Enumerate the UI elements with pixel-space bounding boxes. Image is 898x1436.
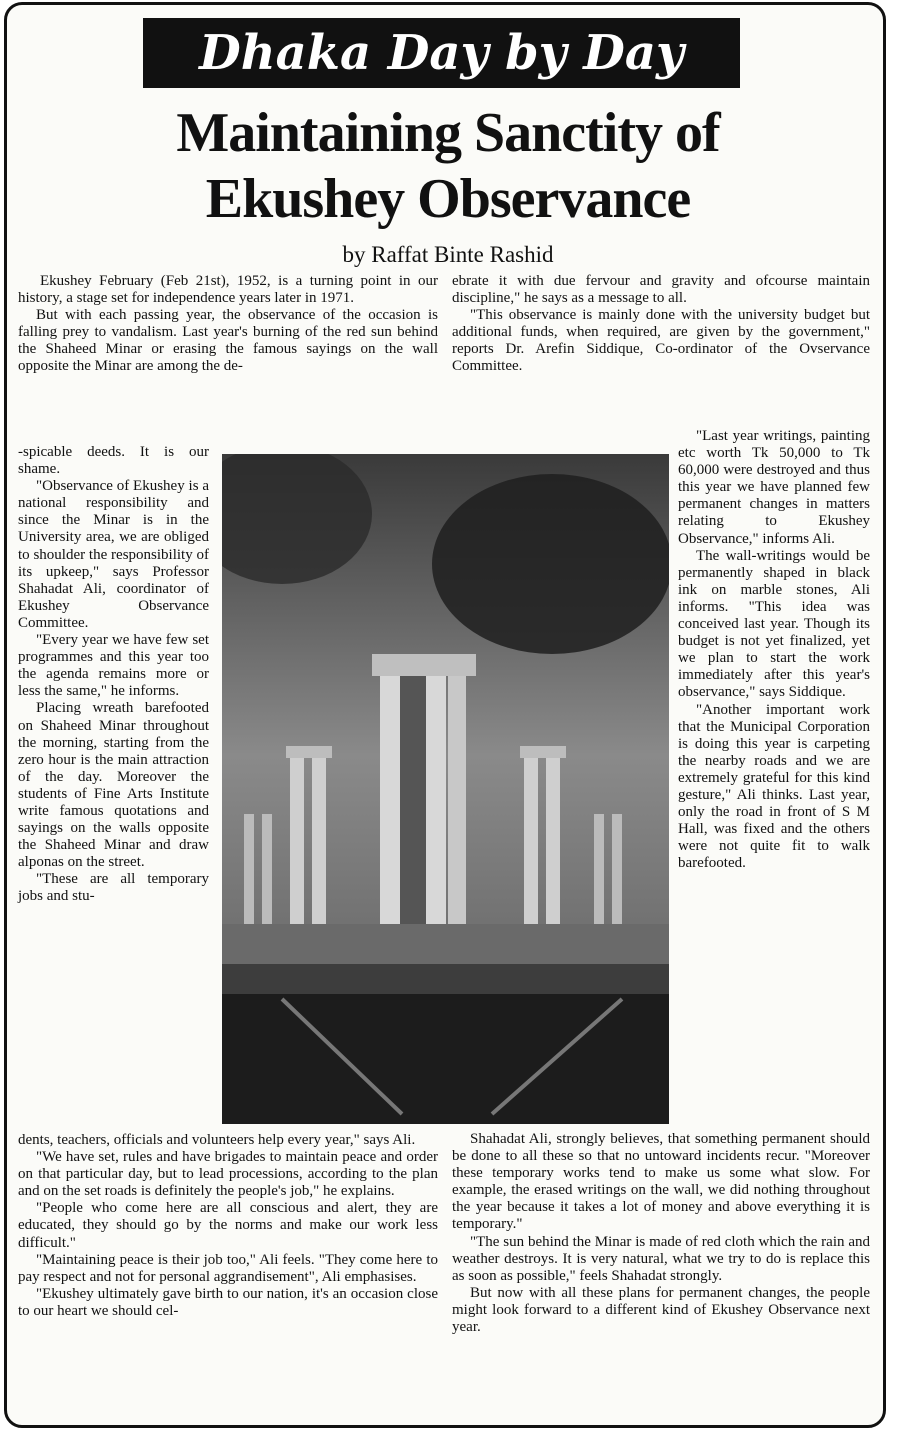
- paragraph: "Maintaining peace is their job too," Ali feels. "They come here to pay respect and not for personal aggrandisement", Ali emphasises.: [18, 1251, 438, 1285]
- paragraph: Placing wreath barefooted on Shaheed Minar throughout the morning, starting from the zero hour is the main attraction of the day. Moreover the students of Fine Arts Institute write famous quotations and sayings on the walls opposite the Shaheed Minar and draw alponas on the street.: [18, 700, 209, 871]
- column2-bottom: [452, 1131, 870, 1336]
- byline: by Raffat Binte Rashid: [342, 242, 554, 267]
- paragraph: "This observance is mainly done with the university budget but additional funds, when required, are given by the government," reports Dr. Arefin Siddique, Co-ordinator of the Ovservance Committee.: [452, 307, 870, 375]
- section-banner: Dhaka Day by Day: [143, 18, 740, 88]
- paragraph: "These are all temporary jobs and stu-: [18, 871, 209, 905]
- paragraph: "Another important work that the Municipal Corporation is doing this year is carpeting the nearby roads and we are extremely grateful for this kind gesture," Ali thinks. Last year, only the road in front of S M Hall, was fixed and the others were not quite fit to walk barefooted.: [678, 701, 870, 872]
- column2-narrow: [678, 428, 870, 872]
- shaheed-minar-photo: [222, 454, 669, 1124]
- column1-bottom: [18, 1132, 438, 1320]
- paragraph: "Last year writings, painting etc worth Tk 50,000 to Tk 60,000 were destroyed and thus this year we have planned few permanent changes in matters relating to Ekushey Observance," informs Ali.: [678, 428, 870, 547]
- paragraph: "People who come here are all conscious and alert, they are educated, they should go by the norms and make our work less difficult.": [18, 1200, 438, 1251]
- paragraph: But with each passing year, the observance of the occasion is falling prey to vandalism. Last year's burning of the red sun behind the Shaheed Minar or erasing the famous sayings on the wall opposite the Minar are among the de-: [18, 307, 438, 375]
- minar-illustration: [222, 454, 669, 1124]
- headline-line-2: Ekushey Observance: [205, 168, 691, 230]
- headline-line-1: Maintaining Sanctity of: [176, 102, 720, 164]
- headline: [20, 100, 876, 232]
- paragraph: dents, teachers, officials and volunteers help every year," says Ali.: [18, 1132, 416, 1148]
- column1-narrow: [18, 444, 209, 906]
- paragraph: "Every year we have few set programmes and this year too the agenda remains more or less the same," he informs.: [18, 632, 209, 700]
- column1-top: [18, 273, 438, 376]
- paragraph: "Ekushey ultimately gave birth to our nation, it's an occasion close to our heart we should cel-: [18, 1285, 438, 1319]
- column2-top: [452, 273, 870, 376]
- paragraph: But now with all these plans for permanent changes, the people might look forward to a different kind of Ekushey Observance next year.: [452, 1284, 870, 1336]
- paragraph: "Observance of Ekushey is a national responsibility and since the Minar is in the University area, we are obliged to shoulder the responsibility of its upkeep," says Professor Shahadat Ali, coordinator of Ekushey Observance Committee.: [18, 478, 209, 631]
- paragraph: -spicable deeds. It is our shame.: [18, 444, 209, 478]
- paragraph: The wall-writings would be permanently shaped in black ink on marble stones, Ali informs. "This idea was conceived last year. Though its budget is not yet finalized, yet we plan to start the work immediately after this year's observance," says Siddique.: [678, 547, 870, 701]
- paragraph: Ekushey February (Feb 21st), 1952, is a turning point in our history, a stage set for independence years later in 1971.: [18, 273, 438, 307]
- paragraph: "We have set, rules and have brigades to maintain peace and order on that particular day, but to lead processions, according to the plan and on the set roads is definitely the people's job," he explains.: [18, 1149, 438, 1200]
- paragraph: "The sun behind the Minar is made of red cloth which the rain and weather destroys. It is very natural, what we try to do is replace this as soon as possible," feels Shahadat strongly.: [452, 1233, 870, 1284]
- paragraph: Shahadat Ali, strongly believes, that something permanent should be done to all these so that no untoward incidents recur. "Moreover these temporary works tend to make us some what slow. For example, the erased writings on the wall, we did nothing throughout the year because it takes a lot of money and above everything it is temporary.": [452, 1131, 870, 1233]
- paragraph: ebrate it with due fervour and gravity and ofcourse maintain discipline," he says as a message to all.: [452, 273, 870, 307]
